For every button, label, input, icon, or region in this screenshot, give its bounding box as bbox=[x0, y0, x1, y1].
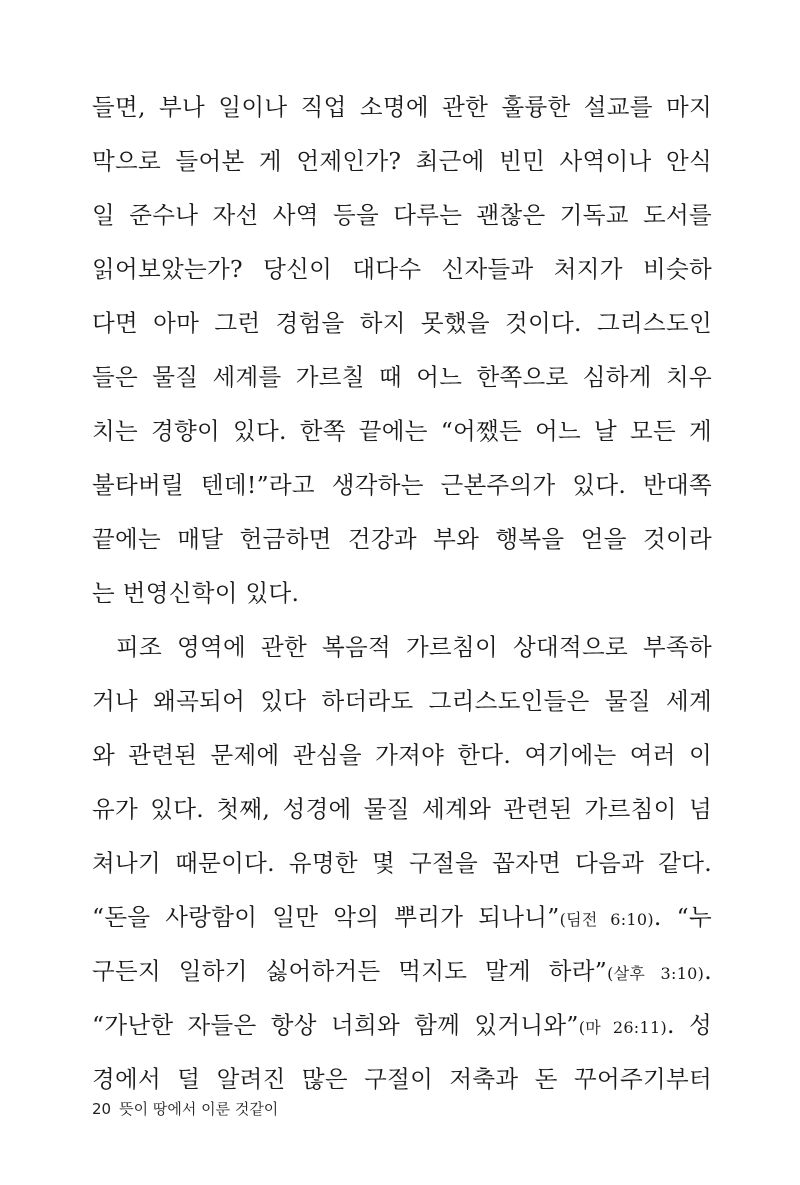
scripture-quote: “가난한 자들은 항상 너희와 함께 있거니와” bbox=[92, 1011, 579, 1039]
page-footer bbox=[92, 1098, 278, 1119]
scripture-reference: (딤전 6:10) bbox=[559, 910, 654, 929]
text-line: 끝에는 매달 헌금하면 건강과 부와 행복을 얻을 것이라 bbox=[92, 525, 712, 553]
text-line: 와 관련된 문제에 관심을 가져야 한다. 여기에는 여러 이 bbox=[92, 741, 712, 769]
text-line: 거나 왜곡되어 있다 하더라도 그리스도인들은 물질 세계 bbox=[92, 687, 712, 715]
paragraph-2 bbox=[92, 620, 712, 1106]
text-line bbox=[92, 944, 712, 998]
scripture-reference: (살후 3:10) bbox=[607, 964, 705, 983]
scripture-quote: 구든지 일하기 싫어하거든 먹지도 말게 하라” bbox=[92, 957, 608, 985]
text-line: 불타버릴 텐데!”라고 생각하는 근본주의가 있다. 반대쪽 bbox=[92, 471, 712, 499]
text-line: 막으로 들어본 게 언제인가? 최근에 빈민 사역이나 안식 bbox=[92, 147, 712, 175]
text-line: 유가 있다. 첫째, 성경에 물질 세계와 관련된 가르침이 넘 bbox=[92, 795, 712, 823]
text-line: 일 준수나 자선 사역 등을 다루는 괜찮은 기독교 도서를 bbox=[92, 201, 712, 229]
page-number: 20 bbox=[92, 1100, 112, 1118]
text-line: 들은 물질 세계를 가르칠 때 어느 한쪽으로 심하게 치우 bbox=[92, 363, 712, 391]
text-line: 들면, 부나 일이나 직업 소명에 관한 훌륭한 설교를 마지 bbox=[92, 93, 712, 121]
text-line: 경에서 덜 알려진 많은 구절이 저축과 돈 꾸어주기부터 bbox=[92, 1065, 712, 1093]
text-fragment: . “누 bbox=[653, 903, 712, 931]
text-fragment: . bbox=[704, 957, 712, 985]
text-line bbox=[92, 998, 712, 1052]
text-line: 는 번영신학이 있다. bbox=[92, 579, 300, 607]
scripture-quote: “돈을 사랑함이 일만 악의 뿌리가 되나니” bbox=[92, 903, 560, 931]
paragraph-1 bbox=[92, 80, 712, 620]
text-line: 다면 아마 그런 경험을 하지 못했을 것이다. 그리스도인 bbox=[92, 309, 712, 337]
text-line: 쳐나기 때문이다. 유명한 몇 구절을 꼽자면 다음과 같다. bbox=[92, 849, 712, 877]
text-line: 피조 영역에 관한 복음적 가르침이 상대적으로 부족하 bbox=[116, 633, 712, 661]
scripture-reference: (마 26:11) bbox=[578, 1018, 667, 1037]
book-title: 뜻이 땅에서 이룬 것같이 bbox=[119, 1100, 279, 1118]
page-body bbox=[92, 80, 712, 1106]
text-fragment: . 성 bbox=[667, 1011, 712, 1039]
text-line bbox=[92, 890, 712, 944]
text-line: 읽어보았는가? 당신이 대다수 신자들과 처지가 비슷하 bbox=[92, 255, 712, 283]
text-line: 치는 경향이 있다. 한쪽 끝에는 “어쨌든 어느 날 모든 게 bbox=[92, 417, 712, 445]
